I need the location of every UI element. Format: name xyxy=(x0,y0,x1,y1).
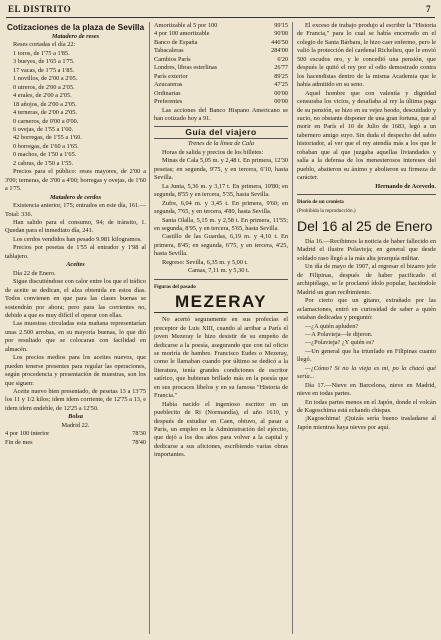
paragraph: No acertó seguramente en sus profecías el preceptor de Luis XIII, cuando al arribar a París el joven Mezeray le hizo desistir de su empeño de dedicarse a la poesía, asegurando que con tal oficio se moriría de hambre. Francisco Eudes o Mezeray, como le llamaban cuando por último se dedicó a la literatura, tenía grandes condiciones de escritor satírico, que hubieran brillado más en la poesía que en sus procaces libelos y en su famosa "Historia de Francia." xyxy=(154,316,288,400)
quote-label: 4 por 100 amortizable xyxy=(154,30,210,38)
article-title: Cotizaciones de la plaza de Sevilla xyxy=(6,22,145,32)
paragraph: Había nacido el ingenioso escritor en un pueblecito de Ri (Normandía), el año 1610, y después de estudiar en Caen, obtuvo, al pasar a París, un empleo en la Administración del ejército, que dejó a los dos años para volver a la capital y dedicarse a sus aficiones, escribiendo varias obras importantes. xyxy=(154,400,288,459)
column-divider xyxy=(149,22,150,634)
page-number: 7 xyxy=(426,4,431,14)
quote-value: 26'77 xyxy=(274,64,288,72)
quote-value: 284'00 xyxy=(271,47,288,55)
paragraph: Las acciones del Banco Hispano Americano se han cotizado hoy a 91. xyxy=(154,106,288,122)
quote-row xyxy=(154,39,288,47)
section-heading: Aceites xyxy=(66,261,85,269)
quote-row xyxy=(5,430,146,438)
quote-label: Ordinarias xyxy=(154,89,181,97)
text-line: 3 bueyes, de 1'65 a 1'75. xyxy=(13,58,75,66)
quote-row xyxy=(154,47,288,55)
quote-row xyxy=(154,81,288,89)
paragraph: Día 22 de Enero. xyxy=(13,269,56,277)
dialogue-line: —¿Polavieja? ¿Y quién es? xyxy=(305,339,375,347)
page-header xyxy=(8,4,433,18)
paragraph: Minas de Cala 5,05 m. y 2,48 t. En primera, 12'30 pesetas; en segunda, 9'75, y en tercera, 6'10, hasta Sevilla. xyxy=(154,157,288,182)
quote-label: París exterior xyxy=(154,72,188,80)
paragraph: Aquel hombre que con valentía y dignidad censuraba los vicios, y desafiaba al rey la última paga de su pensión, se hizo en su vejez beodo, descuidado y sucio, no obstante disponer de una gran fortuna, que al morir en París el 10 de Julio de 1683, legó a un tabernero amigo suyo. Sin duda el despecho del sabio historiador, al ver que el rey atendía más a los que le robaban que al que juzgaba aquellas liviandades y salía a la defensa de los menesterosos intereses del pueblo, abatieron su ánimo y abolieron su firmeza de carácter. xyxy=(297,89,436,182)
paragraph: Precios por pesetas de 1'55 al entrador y 1'98 al tablajero. xyxy=(5,244,146,260)
paragraph: Camas, 7,11 m. y 5,30 t. xyxy=(188,267,250,275)
quote-row xyxy=(154,64,288,72)
text-line: 4 erales, de 2'00 a 2'05. xyxy=(13,92,72,100)
quote-row xyxy=(154,73,288,81)
column-2 xyxy=(154,22,288,460)
text-line: 0 utreros, de 2'00 a 2'05. xyxy=(13,83,75,91)
quote-label: 4 por 100 interior xyxy=(5,430,50,438)
text-line: 18 añojos, de 2'00 a 2'05. xyxy=(13,100,77,108)
paragraph: Regreso: Sevilla, 6,35 m. y 5,00 t. xyxy=(162,258,248,266)
header-rule xyxy=(6,17,435,18)
dialogue-line: —Un general que ha triunfado en Filipinas cuanto llegó. xyxy=(297,347,436,364)
section-heading: Bolsa xyxy=(68,413,83,421)
paragraph: Castillo de las Guardas, 6,19 m. y 4,10 t. En primera, 8'45; en segunda, 6'75, y en tercera, 4'25, hasta Sevilla. xyxy=(154,233,288,258)
divider xyxy=(297,194,436,195)
quote-label: Amortizable al 5 por 100 xyxy=(154,22,218,29)
quote-value: 6'20 xyxy=(277,55,288,63)
paragraph: La Junta, 5,36 m. y 3,17 t. En primera, 10'80; en segunda, 8'55 y en tercera, 5'35, hasta Sevilla. xyxy=(154,182,288,199)
quote-label: Azucareras xyxy=(154,81,183,89)
quote-label: Fin de mes xyxy=(5,438,33,446)
newspaper-title: EL DISTRITO xyxy=(8,4,72,14)
text-line: 17 vacas, de 1'75 a 1'85. xyxy=(13,66,75,74)
quote-value: 00'00 xyxy=(274,89,288,97)
quote-row xyxy=(5,439,146,447)
section-heading: Matadero de reses xyxy=(51,33,100,40)
paragraph: Han salido para el consumo, 94; de tránsito, 1. Quedan para el inmediato día, 241. xyxy=(5,218,146,235)
section-note: (Prohibida la reproducción.) xyxy=(297,207,356,214)
text-line: 1 novillos, de 2'00 a 2'05. xyxy=(13,75,78,83)
paragraph: Por cierto que un gitano, extrañado por las aclamaciones, entró en curiosidad de saber a quién estaban dedicadas y preguntó: xyxy=(297,297,436,322)
quote-value: 89'25 xyxy=(274,72,288,80)
paragraph: Los cerdos vendidos han pesado 9.981 kilogramos. xyxy=(13,235,142,243)
section-banner: Guía del viajero xyxy=(154,126,288,139)
quote-label: Banco de España xyxy=(154,38,198,46)
quote-value: 78'30 xyxy=(132,430,146,438)
quote-label: Londres, libras esterlinas xyxy=(154,64,218,72)
dialogue-line: —¿A quién apluden? xyxy=(305,322,359,330)
text-line: Madrid 22. xyxy=(61,421,90,429)
paragraph: Existencia anterior, 175; entrados en este día, 161.—Total: 336. xyxy=(5,202,146,218)
quote-row xyxy=(154,30,288,38)
quote-row xyxy=(154,90,288,98)
paragraph: Sigue discutiéndose con calor entre los que el tráfico de aceite se dedican, el alza obtenida en estos días. Todos convienen en que para las clases buenas se sostendrán por ahora; pero para las corrientes no, debido a que es muy difícil el operar con ellas. xyxy=(5,278,146,319)
paragraph: Precios para el público: reses mayores, de 2'00 a 3'00; terneras, de 3'00 a 4'00; borregas y ovejas, de 1'60 a 1'75. xyxy=(5,168,146,193)
paragraph: Aceite nuevo bien presentado, de pesetas 13 a 13'75 los 11 y 1/2 kilos; idem idem corriente, de 12'75 a 13, e idem idem endeble, de 12'25 a 12'50. xyxy=(5,388,146,412)
text-line: 1 toros, de 1'75 a 1'85. xyxy=(13,49,70,57)
section-label: Figuras del pasado xyxy=(154,283,196,290)
quote-label: Cambios París xyxy=(154,55,191,63)
section-heading: Matadero de cerdos xyxy=(49,193,102,201)
divider xyxy=(154,279,288,280)
paragraph: Día 17.—Nieve en Barcelona, nieve en Madrid, nieve en todas partes. xyxy=(297,381,436,398)
quote-value: 90'00 xyxy=(274,30,288,38)
text-line: 0 borregas, de 1'60 a 1'65. xyxy=(13,142,79,150)
author-signature: Hernando de Acevedo. xyxy=(375,182,436,190)
quote-row xyxy=(154,98,288,106)
quote-label: Preferentes xyxy=(154,98,183,106)
text-line: 6 ovejas, de 1'55 a 1'60. xyxy=(13,125,74,133)
paragraph: Zufre, 6,04 m. y 3,45 t. En primera, 9'60; en segunda, 7'65, y en tercera, 4'80, hasta Sevilla. xyxy=(154,199,288,216)
quote-label: Tabacaleras xyxy=(154,47,184,55)
paragraph: Los precios medios para los aceites nuevos, que pueden tenerse presentes para regular las operaciones, según procedencia y presentación de muestras, son los que siguen: xyxy=(5,354,146,387)
text-line: Reses cortadas el día 22: xyxy=(13,41,76,49)
column-divider xyxy=(292,22,293,634)
text-line: 4 terneras, de 2'00 a 2'05. xyxy=(13,109,77,117)
quote-value: 446'50 xyxy=(271,38,288,46)
paragraph: En todas partes menos en el Japón, donde el volcán de Kagoschima está echando chispas. xyxy=(297,398,436,415)
text-line: 42 borregas, de 1'55 a 1'60. xyxy=(13,134,82,142)
dialogue-line: —¿Cómo? Si no la vieja es mi, po la chacó qué sería... xyxy=(297,364,436,381)
paragraph: Santa Olalla, 5,15 m. y 2,58 t. En primera, 11'55; en segunda, 8'95, y en tercera, 5'65, hasta Sevilla. xyxy=(154,216,288,232)
paragraph: Horas de salida y precios de los billetes: xyxy=(162,148,264,156)
dialogue-line: —A Polavieja—le dijeron. xyxy=(305,330,373,338)
section-label: Diario de un cronista xyxy=(297,199,344,206)
article-title: Del 16 al 25 de Enero xyxy=(297,217,433,234)
quote-value: 00'00 xyxy=(274,98,288,106)
paragraph: Las muestras circuladas esta mañana representarían unas 2.500 arrobas, en su mayoría buenas, lo que dió por resultado que se colocaran con facilidad en almacén. xyxy=(5,320,146,353)
text-line: 0 carneros, de 0'00 a 0'00. xyxy=(13,117,79,125)
text-line: 0 machos, de 1'50 a 1'65. xyxy=(13,151,77,159)
paragraph: Día 16.—Recibimos la noticia de haber fallecido en Madrid el ilustre Polavieja; en general que desde soldado raso llegó a la más alta jerarquía militar. xyxy=(297,237,436,262)
text-line: 2 cabras, de 1'50 a 1'55. xyxy=(13,159,74,167)
article-title: MEZERAY xyxy=(154,292,288,313)
section-subtitle: Trenes de la línea de Cala xyxy=(187,140,255,148)
quote-row xyxy=(154,22,288,30)
quote-value: 47'25 xyxy=(274,81,288,89)
column-1 xyxy=(5,22,146,447)
quote-value: 78'40 xyxy=(132,438,146,446)
quote-value: 99'15 xyxy=(274,22,288,29)
paragraph: El exceso de trabajo produjo al escribir la "Historia de Francia," para lo cual se había encerrado en el colegio de Santa Bárbara, le hizo caer enfermo, pero le valió la protección del cardenal Richelieu, que le envió 500 escudos oro, y le concedió una pensión, que después le quitó el rey por el odio demostrado contra los hacendistas dentro de la misma Academia que le había admitido en su seno. xyxy=(297,22,436,89)
paragraph: Un día de mayo de 1907, al regresar el bizarro jefe de Filipinas, después de haber pacificado el archipiélago, se le proclamó ídolo popular, haciéndole Madrid un gran recibimiento. xyxy=(297,263,436,296)
paragraph: ¡Kagoschima! ¡Quizás sería bueno trasladarse al Japón mientras haya nieves por aquí. xyxy=(297,415,436,431)
quote-row xyxy=(154,56,288,64)
column-3 xyxy=(297,22,436,432)
